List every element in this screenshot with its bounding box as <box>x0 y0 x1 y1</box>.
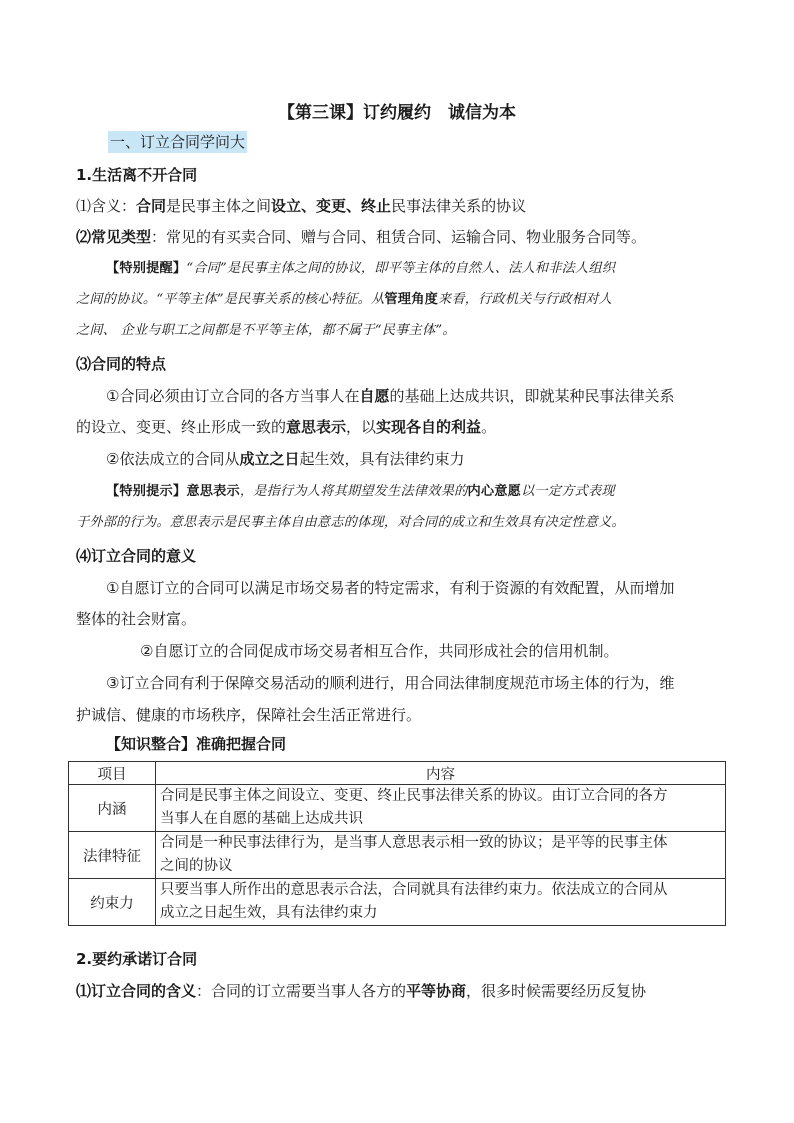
significance-1-line-1: ①自愿订立的合同可以满足市场交易者的特定需求，有利于资源的有效配置，从而增加 <box>106 579 675 597</box>
feature-1-line-1: ①合同必须由订立合同的各方当事人在自愿的基础上达成共识，即就某种民事法律关系 <box>106 387 675 405</box>
tip1-line-2: 之间的协议。“平等主体”是民事关系的核心特征。从管理角度来看，行政机关与行政相对人 <box>76 292 613 307</box>
subsection-heading-2: 2.要约承诺订合同 <box>76 950 198 968</box>
knowledge-integration-heading: 【知识整合】准确把握合同 <box>106 735 287 753</box>
table-cell-value: 合同是一种民事法律行为，是当事人意思表示相一致的协议；是平等的民事主体 之间的协议 <box>156 832 726 879</box>
tip2-line-1: 【特别提示】意思表示，是指行为人将其期望发生法律效果的内心意愿以一定方式表现 <box>106 484 615 499</box>
types-line: ⑵常见类型：常见的有买卖合同、赠与合同、租赁合同、运输合同、物业服务合同等。 <box>76 228 647 246</box>
table-row <box>69 879 726 926</box>
tip2-line-2: 于外部的行为。意思表示是民事主体自由意志的体现，对合同的成立和生效具有决定性意义。 <box>76 515 625 530</box>
meaning-line: ⑴订立合同的含义：合同的订立需要当事人各方的平等协商，很多时候需要经历反复协 <box>76 982 647 1000</box>
feature-1-line-2: 的设立、变更、终止形成一致的意思表示，以实现各自的利益。 <box>76 418 497 436</box>
subsection-heading-1: 1.生活离不开合同 <box>76 166 198 184</box>
table-cell-key: 约束力 <box>69 879 156 926</box>
lesson-title: 【第三课】订约履约 诚信为本 <box>278 103 516 123</box>
contract-summary-table <box>68 761 726 926</box>
table-row <box>69 785 726 832</box>
definition-line: ⑴含义：合同是民事主体之间设立、变更、终止民事法律关系的协议 <box>76 197 527 215</box>
tip1-line-3: 之间、 企业与职工之间都是不平等主体，都不属于“民事主体”。 <box>76 323 456 338</box>
feature-2-line: ②依法成立的合同从成立之日起生效，具有法律约束力 <box>106 450 465 468</box>
significance-3-line-2: 护诚信、健康的市场秩序，保障社会生活正常进行。 <box>76 706 422 724</box>
table-header-row <box>69 762 726 785</box>
significance-2-line: ②自愿订立的合同促成市场交易者相互合作，共同形成社会的信用机制。 <box>140 642 619 660</box>
significance-3-line-1: ③订立合同有利于保障交易活动的顺利进行，用合同法律制度规范市场主体的行为，维 <box>106 674 675 692</box>
tip1-line-1: 【特别提醒】“合同”是民事主体之间的协议，即平等主体的自然人、法人和非法人组织 <box>106 261 616 276</box>
section-heading-1: 一、订立合同学问大 <box>110 133 246 151</box>
table-cell-key: 法律特征 <box>69 832 156 879</box>
table-cell-value: 合同是民事主体之间设立、变更、终止民事法律关系的协议。由订立合同的各方 当事人在自愿的基础上达成共识 <box>156 785 726 832</box>
table-header-content: 内容 <box>156 762 726 785</box>
features-heading: ⑶合同的特点 <box>76 355 167 373</box>
table-header-item: 项目 <box>69 762 156 785</box>
significance-heading: ⑷订立合同的意义 <box>76 547 197 565</box>
significance-1-line-2: 整体的社会财富。 <box>76 610 197 628</box>
table-row <box>69 832 726 879</box>
table-cell-value: 只要当事人所作出的意思表示合法，合同就具有法律约束力。依法成立的合同从 成立之日起生效，具有法律约束力 <box>156 879 726 926</box>
table-cell-key: 内涵 <box>69 785 156 832</box>
